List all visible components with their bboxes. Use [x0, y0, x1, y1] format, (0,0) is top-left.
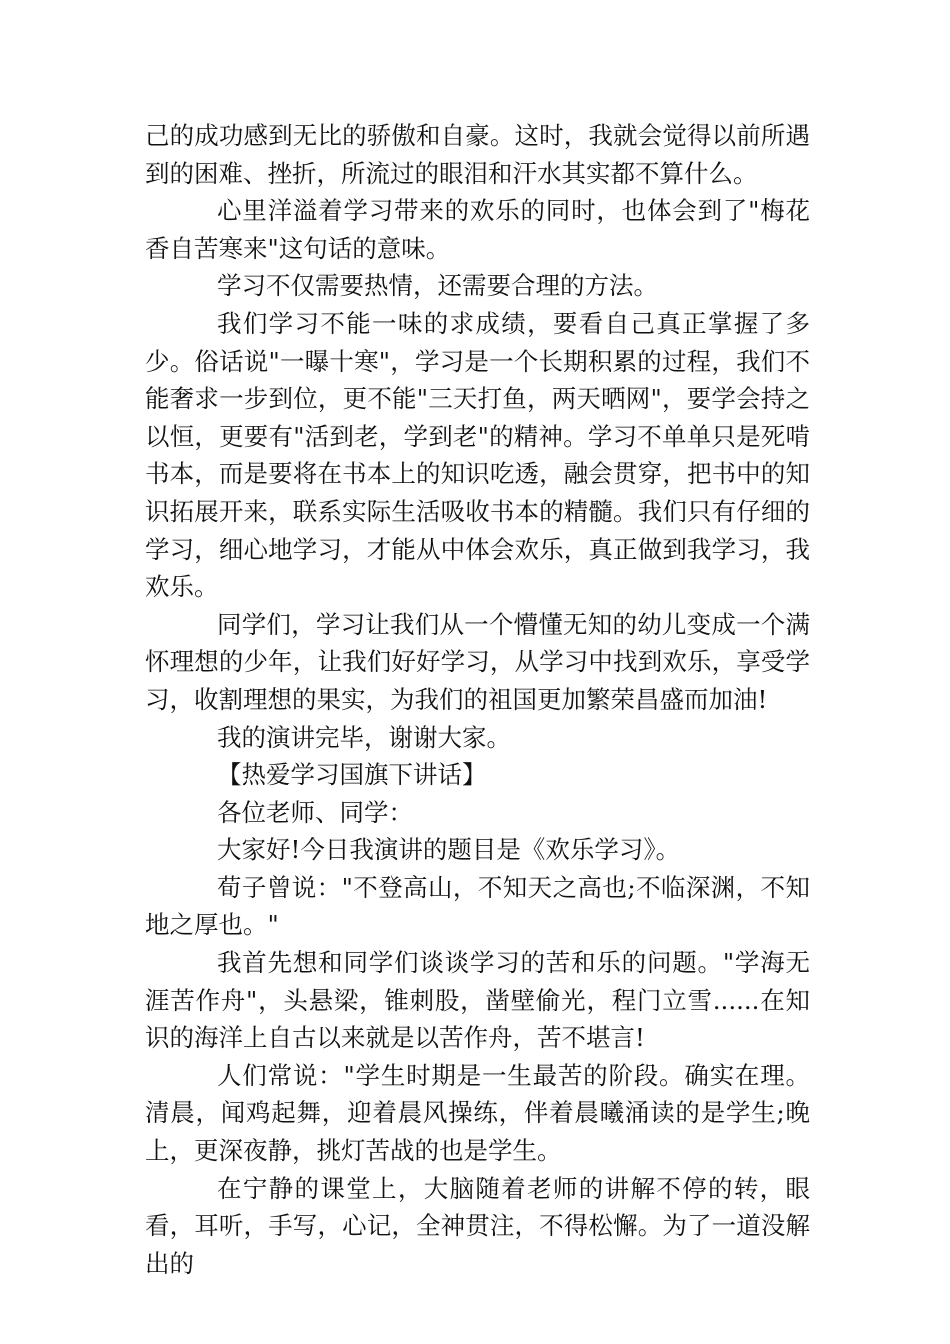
paragraph: 学习不仅需要热情，还需要合理的方法。	[217, 271, 658, 301]
paragraph: 人们常说："学生时期是一生最苦的阶段。确实在理。清晨，闻鸡起舞，迎着晨风操练，伴着晨曦涌读的是学生;晚上，更深夜静，挑灯苦战的也是学生。	[145, 1060, 810, 1166]
paragraph: 同学们，学习让我们从一个懵懂无知的幼儿变成一个满怀理想的少年，让我们好好学习，从学习中找到欢乐，享受学习，收割理想的果实，为我们的祖国更加繁荣昌盛而加油!	[145, 609, 810, 714]
paragraph: 在宁静的课堂上，大脑随着老师的讲解不停的转，眼看，耳听，手写，心记，全神贯注，不得松懈。为了一道没解出的	[145, 1173, 810, 1278]
paragraph: 大家好!今日我演讲的题目是《欢乐学习》。	[217, 835, 681, 865]
salutation: 各位老师、同学：	[217, 797, 413, 827]
document-page	[145, 117, 810, 1282]
paragraph-continuation: 己的成功感到无比的骄傲和自豪。这时，我就会觉得以前所遇到的困难、挫折，所流过的眼泪和汗水其实都不算什么。	[145, 121, 810, 188]
paragraph: 荀子曾说："不登高山，不知天之高也;不临深渊，不知地之厚也。"	[145, 872, 810, 940]
paragraph: 我首先想和同学们谈谈学习的苦和乐的问题。"学海无涯苦作舟"，头悬梁，锥刺股，凿壁偷光，程门立雪......在知识的海洋上自古以来就是以苦作舟，苦不堪言!	[145, 948, 810, 1053]
paragraph: 心里洋溢着学习带来的欢乐的同时，也体会到了"梅花香自苦寒来"这句话的意味。	[145, 196, 810, 263]
paragraph: 我的演讲完毕，谢谢大家。	[217, 722, 511, 752]
paragraph: 我们学习不能一味的求成绩，要看自己真正掌握了多少。俗话说"一曝十寒"，学习是一个长期积累的过程，我们不能奢求一步到位，更不能"三天打鱼，两天晒网"，要学会持之以恒，更要有"活到老，学到老"的精神。学习不单单只是死啃书本，而是要将在书本上的知识吃透，融会贯穿，把书中的知识拓展开来，联系实际生活吸收书本的精髓。我们只有仔细的学习，细心地学习，才能从中体会欢乐，真正做到我学习，我欢乐。	[145, 308, 810, 602]
section-heading: 【热爱学习国旗下讲话】	[217, 760, 487, 790]
